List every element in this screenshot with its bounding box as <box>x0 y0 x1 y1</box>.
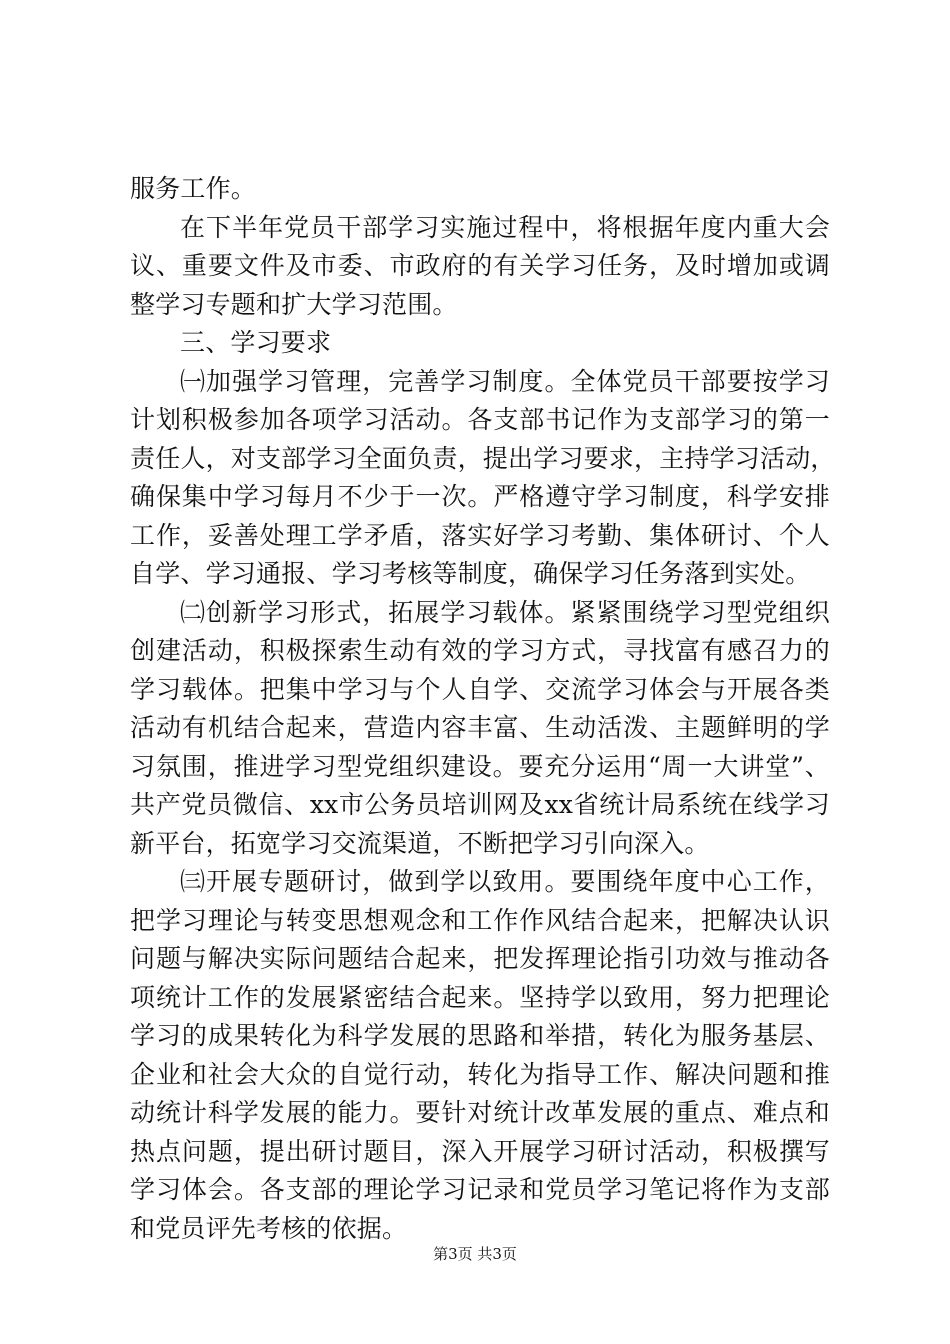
paragraph-line: 计划积极参加各项学习活动。各支部书记作为支部学习的第一 <box>130 405 830 434</box>
paragraph-line: 项统计工作的发展紧密结合起来。坚持学以致用，努力把理论 <box>130 982 830 1012</box>
paragraph-line: 企业和社会大众的自觉行动，转化为指导工作、解决问题和推 <box>130 1059 830 1089</box>
paragraph-line: 动统计科学发展的能力。要针对统计改革发展的重点、难点和 <box>130 1098 830 1127</box>
paragraph-line: 工作，妥善处理工学矛盾，落实好学习考勤、集体研讨、个人 <box>130 520 830 550</box>
paragraph-line: ㈡创新学习形式，拓展学习载体。紧紧围绕学习型党组织 <box>180 597 830 627</box>
paragraph-line: 在下半年党员干部学习实施过程中，将根据年度内重大会 <box>180 212 830 242</box>
paragraph-line: 整学习专题和扩大学习范围。 <box>130 289 458 319</box>
paragraph-line: 活动有机结合起来，营造内容丰富、生动活泼、主题鲜明的学 <box>130 713 830 742</box>
paragraph-line: 新平台，拓宽学习交流渠道，不断把学习引向深入。 <box>130 828 710 858</box>
document-body <box>130 170 836 1248</box>
paragraph-line: 和党员评先考核的依据。 <box>130 1213 408 1243</box>
paragraph-line: 学习体会。各支部的理论学习记录和党员学习笔记将作为支部 <box>130 1175 830 1204</box>
paragraph-line: 自学、学习通报、学习考核等制度，确保学习任务落到实处。 <box>130 559 811 588</box>
paragraph-line: 共产党员微信、xx市公务员培训网及xx省统计局系统在线学习 <box>130 790 830 819</box>
paragraph-line: ㈢开展专题研讨，做到学以致用。要围绕年度中心工作， <box>180 867 830 896</box>
paragraph-line: ㈠加强学习管理，完善学习制度。全体党员干部要按学习 <box>180 366 830 396</box>
paragraph-line: 学习载体。把集中学习与个人自学、交流学习体会与开展各类 <box>130 674 830 704</box>
section-heading: 三、学习要求 <box>180 328 332 357</box>
paragraph-line: 创建活动，积极探索生动有效的学习方式，寻找富有感召力的 <box>130 636 830 665</box>
paragraph-line: 问题与解决实际问题结合起来，把发挥理论指引功效与推动各 <box>130 944 830 973</box>
paragraph-line: 学习的成果转化为科学发展的思路和举措，转化为服务基层、 <box>130 1021 830 1050</box>
paragraph-line: 议、重要文件及市委、市政府的有关学习任务，及时增加或调 <box>130 251 830 280</box>
paragraph-line: 确保集中学习每月不少于一次。严格遵守学习制度，科学安排 <box>130 482 830 511</box>
paragraph-line: 把学习理论与转变思想观念和工作作风结合起来，把解决认识 <box>130 905 830 935</box>
paragraph-line: 责任人，对支部学习全面负责，提出学习要求，主持学习活动， <box>130 443 836 473</box>
paragraph-line: 习氛围，推进学习型党组织建设。要充分运用“周一大讲堂”、 <box>130 751 830 781</box>
page-number-footer: 第3页 共3页 <box>433 1245 517 1263</box>
paragraph-line: 服务工作。 <box>130 174 257 203</box>
paragraph-line: 热点问题，提出研讨题目，深入开展学习研讨活动，积极撰写 <box>130 1136 830 1166</box>
